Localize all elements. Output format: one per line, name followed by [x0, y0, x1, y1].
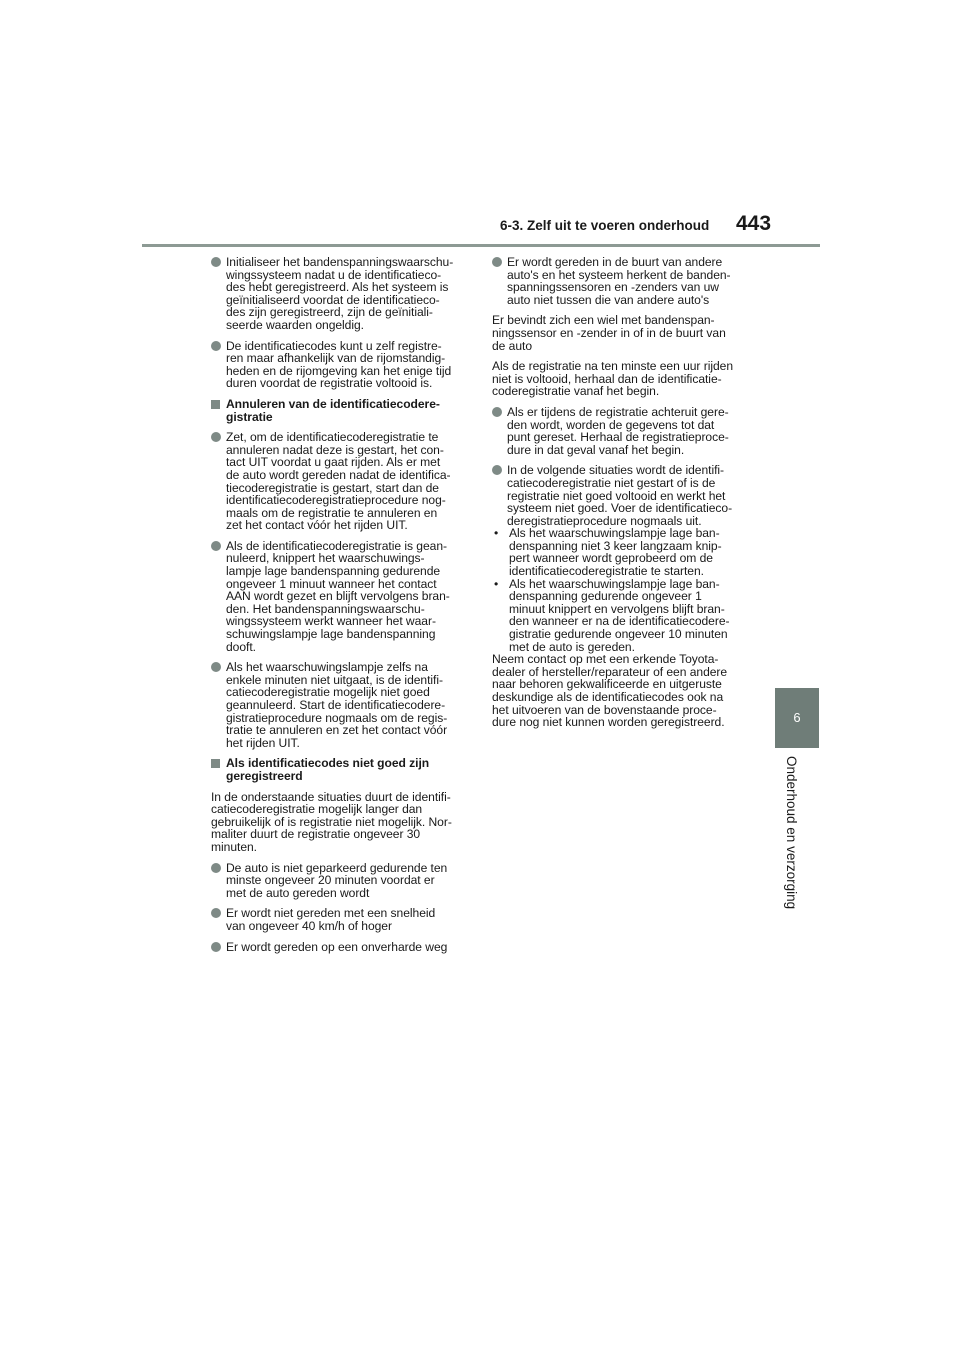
circle-bullet-icon: [211, 541, 221, 551]
square-heading-icon: [211, 400, 220, 409]
chapter-tab: 6: [775, 688, 819, 748]
bullet-item: [211, 540, 473, 653]
paragraph: [211, 791, 473, 854]
item-text: Annuleren van de identificatiecodere- gistratie: [226, 396, 440, 424]
item-text: Er wordt niet gereden met een snelheid van ongeveer 40 km/h of hoger: [226, 906, 436, 933]
paragraph: [492, 653, 754, 729]
circle-bullet-icon: [211, 863, 221, 873]
sub-bullet-mark: •: [494, 576, 499, 591]
item-text: Initialiseer het bandenspanningswaarschu- wingssysteem nadat u de identificatieco- des hebt geregistreerd. Als het systeem is geïnitialiseerd voordat de identificatieco- des zijn geregistreerd, zijn de geïnitiali- seerde waarden ongeldig.: [226, 255, 454, 332]
circle-bullet-icon: [211, 341, 221, 351]
circle-bullet-icon: [492, 257, 502, 267]
item-text: Als het waarschuwingslampje lage ban- denspanning niet 3 keer langzaam knip- pert wanneer wordt geprobeerd om de identificatiecoderegistratie te starten.: [509, 526, 722, 579]
item-text: Als identificatiecodes niet goed zijn geregistreerd: [226, 756, 430, 783]
subsection-heading: [211, 757, 473, 782]
item-text: In de volgende situaties wordt de identifi- catiecoderegistratie niet gestart of is de registratie niet goed voltooid en werkt het systeem niet goed. Voer de identificatieco- deregistratieprocedure nogmaals uit.: [507, 463, 733, 528]
bullet-item: [492, 256, 754, 306]
paragraph: [492, 360, 754, 398]
circle-bullet-icon: [492, 465, 502, 475]
bullet-item: [211, 256, 473, 332]
sub-bullet-mark: •: [494, 526, 499, 541]
circle-bullet-icon: [211, 908, 221, 918]
circle-bullet-icon: [211, 257, 221, 267]
left-column: [211, 256, 473, 961]
item-text: Als de identificatiecoderegistratie is gean- nuleerd, knippert het waarschuwings- lampje lage bandenspanning gedurende ongeveer 1 minuut wanneer het contact AAN wordt gezet en blijft vervolgens bran- den. Het bandenspanningswaarschu- wingssysteem werkt wanneer het waar- schuwingslampje lage bandenspanning dooft.: [226, 538, 450, 654]
page-number: 443: [736, 212, 772, 235]
sub-list-item: [492, 578, 754, 654]
item-text: Als het waarschuwingslampje zelfs na enkele minuten niet uitgaat, is de identifi- catiecoderegistratie mogelijk niet goed geannuleerd. Start de identificatiecodere- gistratieprocedure nogmaals om de regis- tratie te annuleren en zet het contact vóór het rijden UIT.: [226, 660, 448, 750]
item-text: Neem contact op met een erkende Toyota- dealer of hersteller/reparateur of een andere naar behoren gekwalificeerde en uitgeruste deskundige als de identificatiecodes ook na het uitvoeren van de bovenstaande proce- dure nog niet kunnen worden geregistreerd.: [492, 652, 728, 730]
bullet-item: [211, 340, 473, 390]
bullet-item: [211, 941, 473, 954]
paragraph: [492, 314, 754, 352]
chapter-label: Onderhoud en verzorging: [784, 756, 799, 910]
circle-bullet-icon: [211, 662, 221, 672]
item-text: Als het waarschuwingslampje lage ban- denspanning gedurende ongeveer 1 minuut knippert en vervolgens blijft bran- den wanneer er na de identificatiecodere- gistratie gedurende ongeveer 10 minuten met de auto is gereden.: [509, 576, 730, 654]
bullet-item: [211, 862, 473, 900]
item-text: De identificatiecodes kunt u zelf registre- ren maar afhankelijk van de rijomstandig- heden en de rijomgeving kan het enige tijd duren voordat de registratie voltooid is.: [226, 338, 452, 391]
bullet-item: [211, 431, 473, 532]
section-title: 6-3. Zelf uit te voeren onderhoud: [500, 218, 710, 233]
bullet-item: [492, 406, 754, 456]
circle-bullet-icon: [492, 407, 502, 417]
right-column: [492, 256, 754, 737]
subsection-heading: [211, 398, 473, 423]
bullet-item: [211, 661, 473, 749]
item-text: Als de registratie na ten minste een uur rijden niet is voltooid, herhaal dan de identificatie- coderegistratie vanaf het begin.: [492, 359, 734, 399]
item-text: Zet, om de identificatiecoderegistratie te annuleren nadat deze is gestart, het con- tact UIT voordat u gaat rijden. Als er met de auto wordt gereden nadat de identifica- tiecoderegistratie is gestart, start dan de identificatiecoderegistratieprocedure nog- maals om de registratie te annuleren en zet het contact vóór het rijden UIT.: [226, 430, 451, 533]
sub-list-item: [492, 527, 754, 577]
item-text: In de onderstaande situaties duurt de identifi- catiecoderegistratie mogelijk langer dan gebruikelijk of is registratie niet mogelijk. Nor- maliter duurt de registratie ongeveer 30 minuten.: [211, 789, 452, 854]
circle-bullet-icon: [211, 942, 221, 952]
item-text: Als er tijdens de registratie achteruit gere- den wordt, worden de gegevens tot dat punt gereset. Herhaal de registratieproce- dure in dat geval vanaf het begin.: [507, 404, 729, 457]
item-text: De auto is niet geparkeerd gedurende ten minste ongeveer 20 minuten voordat er met de auto gereden wordt: [226, 860, 448, 900]
circle-bullet-icon: [211, 432, 221, 442]
header-divider: [142, 244, 820, 247]
square-heading-icon: [211, 759, 220, 768]
item-text: Er wordt gereden in de buurt van andere auto's en het systeem herkent de banden- spanningssensoren en -zenders van uw auto niet tussen die van andere auto's: [507, 255, 731, 307]
item-text: Er wordt gereden op een onverharde weg: [226, 939, 448, 954]
bullet-item: [492, 464, 754, 527]
bullet-item: [211, 907, 473, 932]
item-text: Er bevindt zich een wiel met bandenspan- ningssensor en -zender in of in de buurt van de auto: [492, 313, 726, 353]
